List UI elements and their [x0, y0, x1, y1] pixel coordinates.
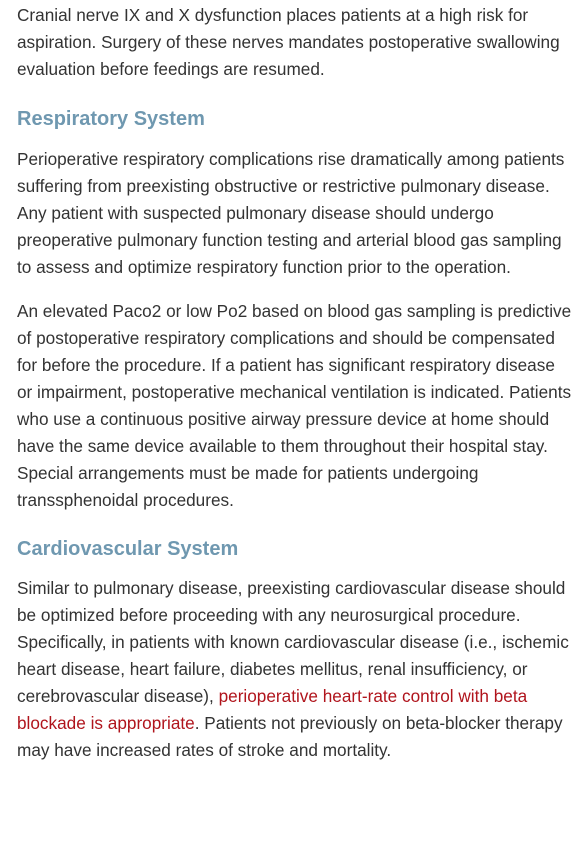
- intro-paragraph: Cranial nerve IX and X dysfunction places patients at a high risk for aspiration. Surgery of these nerves mandates postoperative swallowing evaluation before feedings are resumed.: [17, 5, 560, 79]
- respiratory-paragraph-1: Perioperative respiratory complications rise dramatically among patients suffering from preexisting obstructive or restrictive pulmonary disease. Any patient with suspected pulmonary disease should undergo preoperative pulmonary function testing and arterial blood gas sampling to assess and optimize respiratory function prior to the operation.: [17, 149, 565, 277]
- respiratory-heading: Respiratory System: [17, 108, 205, 130]
- cardiovascular-text-after: . Patients not previously on beta-blocker therapy may have increased rates of stroke and mortality.: [17, 713, 563, 760]
- cardiovascular-paragraph: [17, 575, 573, 764]
- respiratory-paragraph-2: An elevated Paco2 or low Po2 based on blood gas sampling is predictive of postoperative respiratory complications and should be compensated for before the procedure. If a patient has significant respiratory disease or impairment, postoperative mechanical ventilation is indicated. Patients who use a continuous positive airway pressure device at home should have the same device available to them throughout their hospital stay. Special arrangements must be made for patients undergoing transsphenoidal procedures.: [17, 301, 572, 510]
- highlighted-link-text[interactable]: perioperative heart-rate control with beta blockade is appropriate: [17, 686, 528, 733]
- cardiovascular-text-before: Similar to pulmonary disease, preexisting cardiovascular disease should be optimized before proceeding with any neurosurgical procedure. Specifically, in patients with known cardiovascular disease (i.e., ischemic heart disease, heart failure, diabetes mellitus, renal insufficiency, or cerebrovascular disease),: [17, 578, 569, 706]
- cardiovascular-heading: Cardiovascular System: [17, 538, 239, 560]
- article-content: [17, 0, 573, 764]
